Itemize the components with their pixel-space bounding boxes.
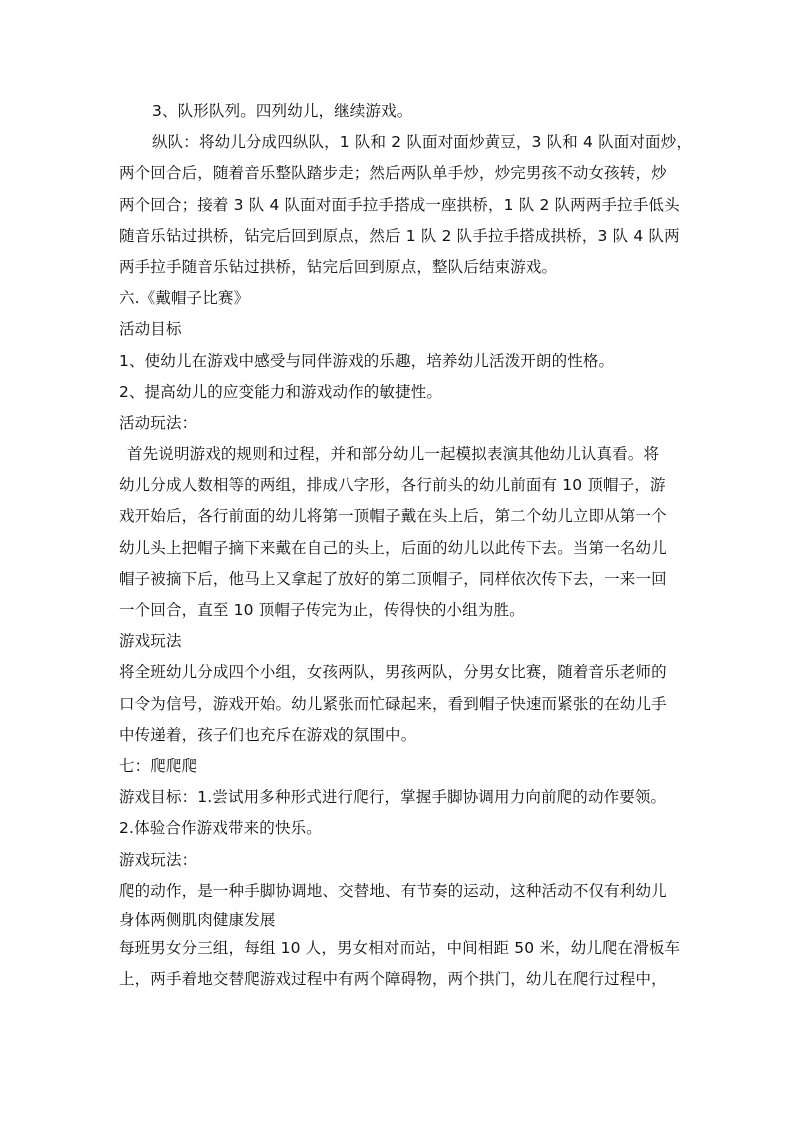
section-heading: 七：爬爬爬 <box>119 756 198 775</box>
paragraph-line: 戏开始后，各行前面的幼儿将第一顶帽子戴在头上后，第二个幼儿立即从第一个 <box>119 507 667 526</box>
subheading: 活动玩法： <box>119 413 198 432</box>
paragraph-line: 两个回合后，随着音乐整队踏步走；然后两队单手炒，炒完男孩不动女孩转，炒 <box>119 164 667 183</box>
list-item: 2、提高幼儿的应变能力和游戏动作的敏捷性。 <box>119 382 443 401</box>
paragraph-line: 2.体验合作游戏带来的快乐。 <box>119 819 322 838</box>
paragraph-line: 中传递着，孩子们也充斥在游戏的氛围中。 <box>119 725 417 744</box>
list-item: 1、使幼儿在游戏中感受与同伴游戏的乐趣，培养幼儿活泼开朗的性格。 <box>119 351 615 370</box>
paragraph-line: 两手拉手随音乐钻过拱桥，钻完后回到原点，整队后结束游戏。 <box>119 257 558 276</box>
paragraph-line: 口令为信号，游戏开始。幼儿紧张而忙碌起来，看到帽子快速而紧张的在幼儿手 <box>119 694 667 713</box>
paragraph-line: 爬的动作，是一种手脚协调地、交替地、有节奏的运动，这种活动不仅有利幼儿 <box>119 881 667 900</box>
paragraph-line: 3、队形队列。四列幼儿，继续游戏。 <box>152 102 413 120</box>
paragraph-line: 身体两侧肌肉健康发展 <box>119 910 276 929</box>
paragraph-line: 帽子被摘下后，他马上又拿起了放好的第二顶帽子，同样依次传下去，一来一回 <box>119 569 667 588</box>
paragraph-line: 首先说明游戏的规则和过程，并和部分幼儿一起模拟表演其他幼儿认真看。将 <box>127 445 660 464</box>
paragraph-line: 随音乐钻过拱桥，钻完后回到原点，然后 1 队 2 队手拉手搭成拱桥，3 队 4 队两 <box>119 226 680 245</box>
section-heading: 六.《戴帽子比赛》 <box>119 289 250 308</box>
document-page <box>119 96 693 995</box>
paragraph-line: 每班男女分三组，每组 10 人，男女相对而站，中间相距 50 米，幼儿爬在滑板车 <box>119 938 681 957</box>
subheading: 活动目标 <box>119 320 182 339</box>
paragraph-line: 上，两手着地交替爬游戏过程中有两个障碍物，两个拱门，幼儿在爬行过程中， <box>119 970 667 989</box>
paragraph-line: 将全班幼儿分成四个小组，女孩两队，男孩两队，分男女比赛，随着音乐老师的 <box>119 663 667 682</box>
paragraph-line: 纵队：将幼儿分成四纵队，1 队和 2 队面对面炒黄豆，3 队和 4 队面对面炒， <box>152 133 693 152</box>
subheading: 游戏玩法： <box>119 850 198 869</box>
paragraph-line: 两个回合；接着 3 队 4 队面对面手拉手搭成一座拱桥，1 队 2 队两两手拉手低头 <box>119 195 680 214</box>
paragraph-line: 一个回合，直至 10 顶帽子传完为止，传得快的小组为胜。 <box>119 601 525 619</box>
paragraph-line: 幼儿头上把帽子摘下来戴在自己的头上，后面的幼儿以此传下去。当第一名幼儿 <box>119 538 667 557</box>
subheading: 游戏玩法 <box>119 632 182 651</box>
paragraph-line: 幼儿分成人数相等的两组，排成八字形，各行前头的幼儿前面有 10 顶帽子，游 <box>119 476 666 495</box>
paragraph-line: 游戏目标：1.尝试用多种形式进行爬行，掌握手脚协调用力向前爬的动作要领。 <box>119 788 667 807</box>
